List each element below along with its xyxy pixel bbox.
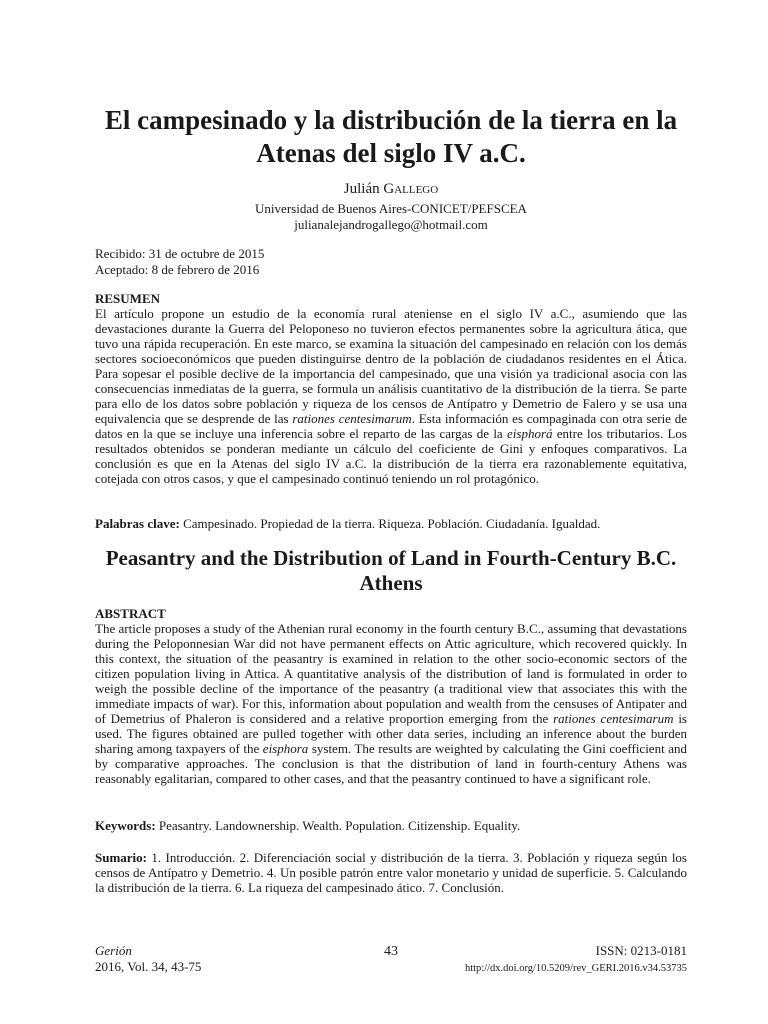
issn: ISSN: 0213-0181 (595, 943, 687, 958)
resumen-section (95, 291, 687, 486)
page-number: 43 (384, 944, 398, 959)
article-title-es: El campesinado y la distribución de la tierra en la Atenas del siglo IV a.C. (104, 105, 678, 168)
author-email: julianalejandrogallego@hotmail.com (294, 217, 488, 232)
sumario-text (95, 850, 687, 895)
author-last-name: Gallego (383, 181, 439, 197)
resumen-text-part: . Esta información es compaginada con otra serie de datos en la que se incluye una inferencia sobre el reparto de las cargas de la (95, 411, 687, 441)
abstract-heading: ABSTRACT (95, 606, 166, 621)
abstract-italic-term: eisphora (262, 741, 309, 756)
abstract-italic-term: rationes centesimarum (553, 711, 674, 726)
palabras-clave-text: Campesinado. Propiedad de la tierra. Riqueza. Población. Ciudadanía. Igualdad. (179, 516, 601, 531)
resumen-text-part: entre los tributarios. Los resultados obtenidos se ponderan mediante un cálculo del coeficiente de Gini y enfoques comparativos. La conclusión es que en la Atenas del siglo IV a.C. la distribución de la tierra era razonablemente equitativa, cotejada con otros casos, y que el campesinado continuó teniendo un rol protagónico. (95, 426, 687, 486)
sumario (95, 850, 687, 895)
abstract-text-part: system. The results are weighted by calculating the Gini coefficient and by comparative approaches. The conclusion is that the distribution of land in fourth-century Athens was reasonably egalitarian, compared to other cases, and that the peasantry continued to have a significant role. (95, 741, 687, 786)
accepted-date: Aceptado: 8 de febrero de 2016 (95, 262, 260, 277)
resumen-heading: RESUMEN (95, 291, 161, 306)
keywords (95, 818, 687, 834)
keywords-label: Keywords: (95, 818, 156, 833)
abstract-text-part: is used. The figures obtained are pulled together with other data series, including an inference about the burden sharing among taxpayers of the (95, 711, 687, 756)
resumen-italic-term: rationes centesimarum (292, 411, 412, 426)
resumen-italic-term: eisphorá (507, 426, 553, 441)
author-name (95, 180, 687, 198)
received-date: Recibido: 31 de octubre de 2015 (95, 246, 265, 261)
footer-identifiers (465, 943, 687, 979)
journal-name: Gerión (95, 943, 132, 958)
author-first-name: Julián (343, 181, 380, 197)
journal-volume: 2016, Vol. 34, 43-75 (95, 959, 202, 974)
sumario-label: Sumario: (95, 850, 147, 865)
palabras-clave (95, 516, 687, 532)
abstract-section (95, 606, 687, 786)
abstract-text-part: The article proposes a study of the Athenian rural economy in the fourth century B.C., assuming that devastations during the Peloponnesian War did not have permanent effects on Attic agriculture, which recovered quickly. In this context, the situation of the peasantry is examined in relation to the other socio-economic sectors of the citizen population living in Attica. A quantitative analysis of the distribution of land is formulated in order to weigh the possible decline of the importance of the peasantry (a traditional view that associates this with the immediate impacts of war). For this, information about population and wealth from the censuses of Antipater and of Demetrius of Phaleron is considered and a relative proportion emerging from the (95, 621, 687, 726)
article-page (95, 0, 687, 1024)
submission-dates (95, 246, 687, 278)
keywords-text: Peasantry. Landownership. Wealth. Population. Citizenship. Equality. (155, 818, 521, 833)
resumen-text (95, 306, 687, 486)
sumario-contents: 1. Introducción. 2. Diferenciación social y distribución de la tierra. 3. Población y riqueza según los censos de Antípatro y Demetrio. 4. Un posible patrón entre valor monetario y unidad de superficie. 5. Calculando la distribución de la tierra. 6. La riqueza del campesinado ático. 7. Conclusión. (95, 850, 687, 895)
resumen-text-part: El artículo propone un estudio de la economía rural ateniense en el siglo IV a.C., asumiendo que las devastaciones durante la Guerra del Peloponeso no tuvieron efectos permanentes sobre la agricultura ática, que tuvo una rápida recuperación. En este marco, se examina la situación del campesinado en relación con los demás sectores socioeconómicos que pueden distinguirse dentro de la población de ciudadanos residentes en el Ática. Para sopesar el posible declive de la importancia del campesinado, que una visión ya tradicional asocia con las consecuencias inmediatas de la guerra, se formula un análisis cuantitativo de la distribución de la tierra. Se parte para ello de los datos sobre población y riqueza de los censos de Antípatro y Demetrio de Falero y se usa una equivalencia que se desprende de las (95, 306, 687, 426)
doi-link[interactable]: http://dx.doi.org/10.5209/rev_GERI.2016.v34.53735 (464, 963, 687, 974)
palabras-clave-label: Palabras clave: (95, 516, 180, 531)
abstract-text (95, 621, 687, 786)
author-affiliation: Universidad de Buenos Aires-CONICET/PEFSCEA (255, 201, 527, 216)
article-title-en: Peasantry and the Distribution of Land in Fourth-Century B.C. Athens (105, 546, 677, 595)
